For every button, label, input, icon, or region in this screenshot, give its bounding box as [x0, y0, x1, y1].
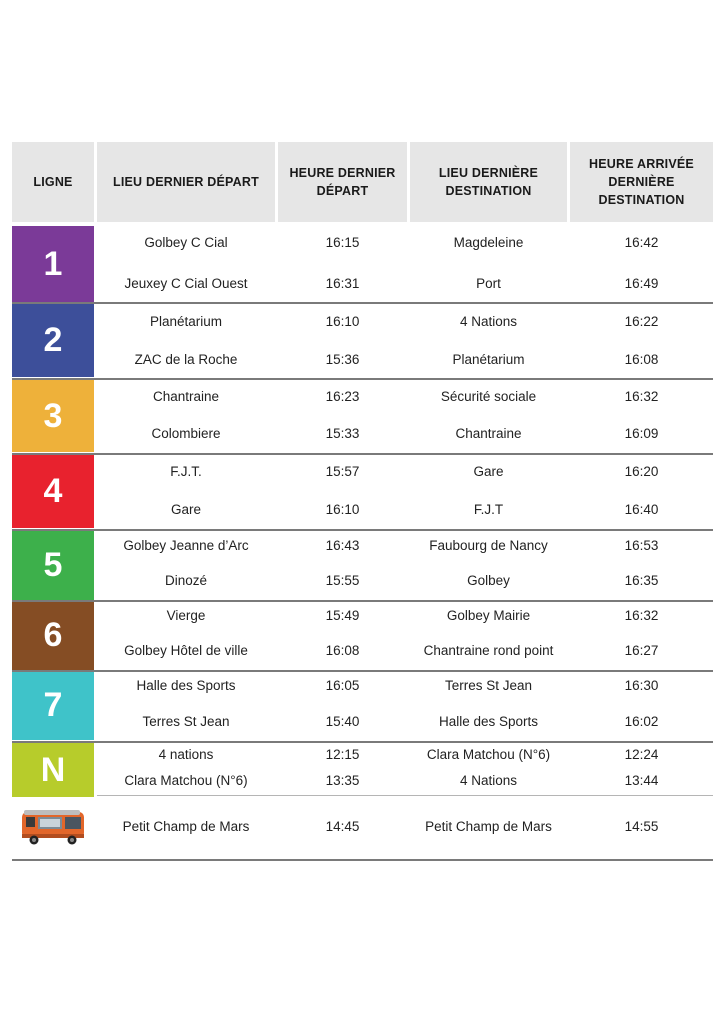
column-header-line: LIEU DERNIER DÉPART — [113, 175, 259, 189]
arrival-time: 16:30 — [624, 678, 659, 693]
column-header-2 — [278, 142, 407, 222]
destination-place: Sécurité sociale — [440, 389, 537, 404]
departure-time: 16:05 — [325, 678, 360, 693]
departure-time: 16:43 — [325, 538, 360, 553]
column-header-line: DESTINATION — [445, 184, 532, 198]
arrival-time: 16:27 — [624, 643, 659, 658]
table-header — [12, 142, 713, 222]
departure-time: 15:55 — [325, 573, 360, 588]
line-badge: 3 — [12, 380, 94, 452]
row-divider — [12, 378, 713, 380]
destination-place: 4 Nations — [459, 314, 518, 329]
departure-time: 16:15 — [325, 235, 360, 250]
departure-place: ZAC de la Roche — [134, 352, 238, 367]
row-divider — [12, 670, 713, 672]
line-badge: 1 — [12, 226, 94, 303]
line-badge: N — [12, 743, 94, 797]
departure-time: 15:57 — [325, 464, 360, 479]
departure-place: Gare — [170, 502, 201, 517]
departure-time: 16:31 — [325, 276, 360, 291]
destination-place: Gare — [473, 464, 504, 479]
column-header-line: HEURE ARRIVÉE — [589, 157, 694, 171]
departure-place: F.J.T. — [170, 464, 202, 479]
column-header-line: LIEU DERNIÈRE — [438, 166, 539, 180]
departure-time: 14:45 — [325, 819, 360, 834]
row-divider — [12, 453, 713, 455]
column-header-line: HEURE DERNIER — [289, 166, 396, 180]
arrival-time: 16:53 — [624, 538, 659, 553]
departure-time: 15:33 — [325, 426, 360, 441]
arrival-time: 16:32 — [624, 608, 659, 623]
departure-place: Golbey Hôtel de ville — [124, 643, 248, 658]
departure-place: Petit Champ de Mars — [122, 819, 250, 834]
departure-time: 16:10 — [325, 314, 360, 329]
departure-time: 15:36 — [325, 352, 360, 367]
destination-place: Clara Matchou (N°6) — [426, 747, 551, 762]
departure-place: Terres St Jean — [142, 714, 230, 729]
departure-place: Clara Matchou (N°6) — [124, 773, 248, 788]
line-badge: 5 — [12, 531, 94, 600]
column-header-line: DÉPART — [316, 184, 369, 198]
departure-time: 16:23 — [325, 389, 360, 404]
row-divider — [12, 741, 713, 743]
destination-place: F.J.T — [473, 502, 504, 517]
destination-place: Golbey — [467, 573, 510, 588]
row-divider — [12, 302, 713, 304]
arrival-time: 14:55 — [624, 819, 659, 834]
departure-time: 12:15 — [325, 747, 360, 762]
arrival-time: 16:22 — [624, 314, 659, 329]
destination-place: Port — [476, 276, 501, 291]
column-header-1 — [97, 142, 275, 222]
departure-place: Halle des Sports — [136, 678, 236, 693]
column-header-4 — [570, 142, 713, 222]
departure-place: Colombiere — [151, 426, 221, 441]
row-divider — [12, 600, 713, 602]
line-badge: 2 — [12, 304, 94, 377]
departure-place: Jeuxey C Cial Ouest — [124, 276, 248, 291]
arrival-time: 16:42 — [624, 235, 659, 250]
destination-place: Planétarium — [452, 352, 525, 367]
arrival-time: 13:44 — [624, 773, 659, 788]
destination-place: Golbey Mairie — [446, 608, 531, 623]
destination-place: Petit Champ de Mars — [425, 819, 552, 834]
column-header-0 — [12, 142, 94, 222]
departure-place: 4 nations — [158, 747, 214, 762]
departure-time: 16:08 — [325, 643, 360, 658]
departure-place: Planétarium — [149, 314, 223, 329]
departure-place: Dinozé — [164, 573, 208, 588]
departure-place: Vierge — [166, 608, 206, 623]
line-badge: 6 — [12, 601, 94, 670]
arrival-time: 16:32 — [624, 389, 659, 404]
column-header-line: DERNIÈRE — [608, 175, 675, 189]
arrival-time: 16:02 — [624, 714, 659, 729]
departure-time: 16:10 — [325, 502, 360, 517]
arrival-time: 16:49 — [624, 276, 659, 291]
arrival-time: 16:40 — [624, 502, 659, 517]
shuttle-bus-icon — [20, 808, 86, 846]
destination-place: Halle des Sports — [438, 714, 539, 729]
destination-place: Chantraine — [455, 426, 522, 441]
arrival-time: 16:35 — [624, 573, 659, 588]
column-header-line: DESTINATION — [598, 193, 685, 207]
departure-time: 13:35 — [325, 773, 360, 788]
arrival-time: 16:20 — [624, 464, 659, 479]
line-badge: 7 — [12, 671, 94, 740]
arrival-time: 16:09 — [624, 426, 659, 441]
column-header-line: LIGNE — [33, 175, 73, 189]
line-badge: 4 — [12, 455, 94, 528]
destination-place: Magdeleine — [453, 235, 524, 250]
column-header-3 — [410, 142, 567, 222]
destination-place: Terres St Jean — [444, 678, 533, 693]
arrival-time: 16:08 — [624, 352, 659, 367]
arrival-time: 12:24 — [624, 747, 659, 762]
row-divider — [12, 859, 713, 861]
destination-place: Chantraine rond point — [423, 643, 554, 658]
schedule-table — [12, 142, 713, 834]
departure-place: Golbey C Cial — [144, 235, 228, 250]
row-divider — [97, 795, 713, 796]
departure-place: Chantraine — [152, 389, 220, 404]
destination-place: 4 Nations — [459, 773, 518, 788]
departure-place: Golbey Jeanne d’Arc — [123, 538, 249, 553]
departure-time: 15:40 — [325, 714, 360, 729]
row-divider — [12, 529, 713, 531]
departure-time: 15:49 — [325, 608, 360, 623]
destination-place: Faubourg de Nancy — [429, 538, 548, 553]
